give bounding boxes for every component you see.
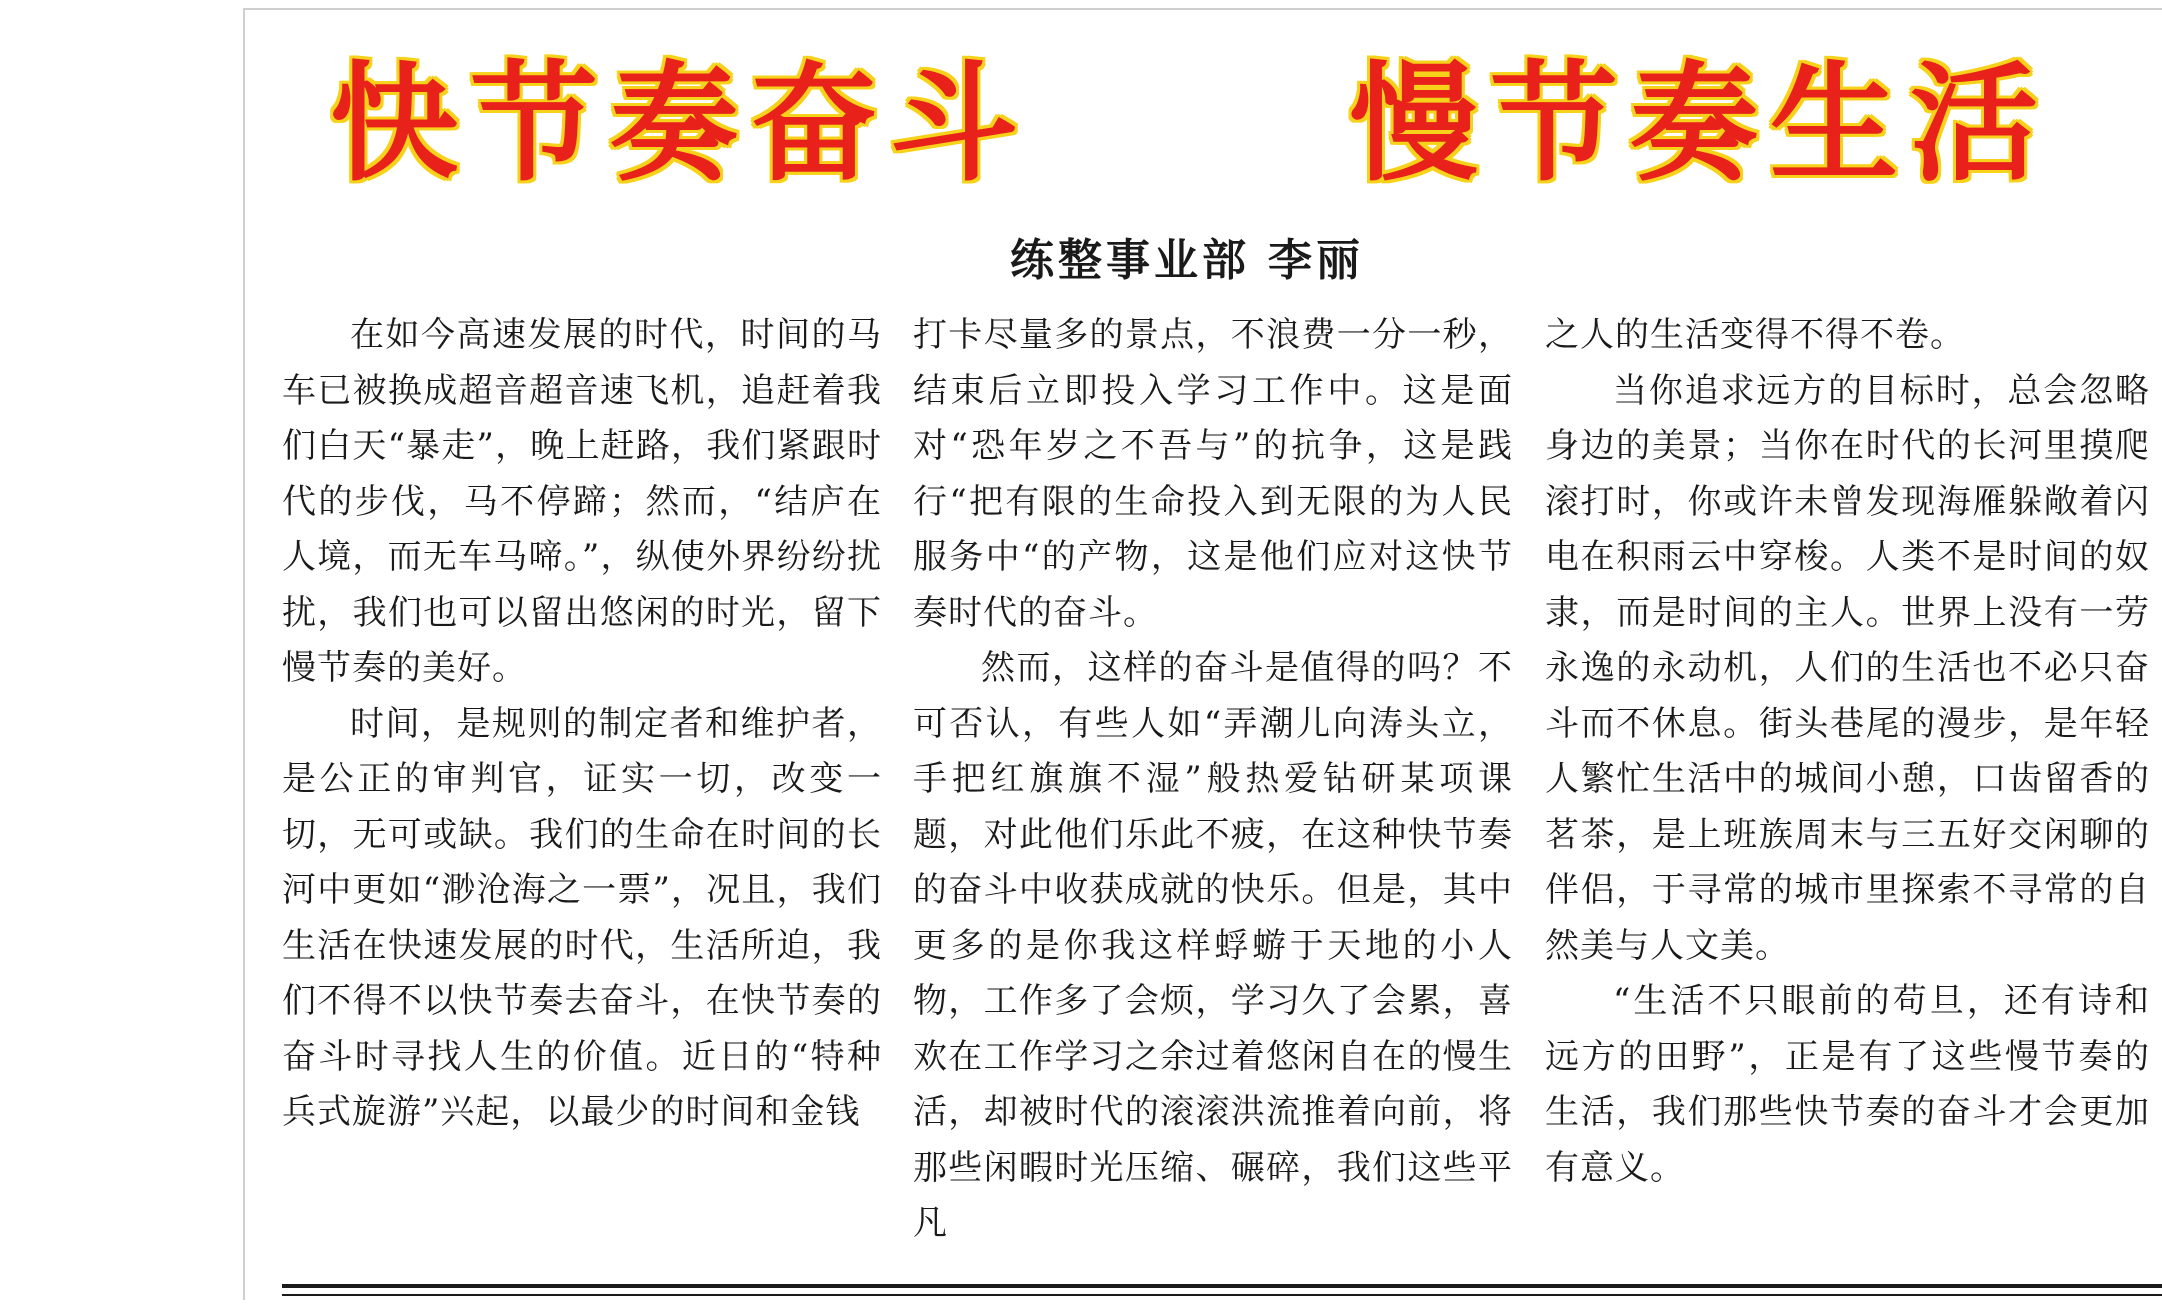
paragraph: 时间，是规则的制定者和维护者，是公正的审判官，证实一切，改变一切，无可或缺。我们的生命在时间的长河中更如“渺沧海之一票”，况且，我们生活在快速发展的时代，生活所迫，我们不得不以快节奏去奋斗，在快节奏的奋斗时寻找人生的价值。近日的“特种兵式旋游”兴起，以最少的时间和金钱	[282, 703, 882, 1132]
paragraph-continued: 打卡尽量多的景点，不浪费一分一秒，结束后立即投入学习工作中。这是面对“恐年岁之不吾与”的抗争，这是践行“把有限的生命投入到无限的为人民服务中“的产物，这是他们应对这快节奏时代的奋斗。	[913, 315, 1513, 633]
byline	[1010, 224, 1364, 288]
headline	[330, 50, 2050, 200]
paragraph: 然而，这样的奋斗是值得的吗？不可否认，有些人如“弄潮儿向涛头立，手把红旗旗不湿”般热爱钻研某项课题，对此他们乐此不疲，在这种快节奏的奋斗中收获成就的快乐。但是，其中更多的是你我这样蜉蝣于天地的小人物，工作多了会烦，学习久了会累，喜欢在工作学习之余过着悠闲自在的慢生活，却被时代的滚滚洪流推着向前，将那些闲暇时光压缩、碾碎，我们这些平凡	[913, 648, 1513, 1243]
bottom-rule-thin	[282, 1294, 2162, 1296]
headline-part-2: 慢节奏生活	[1349, 50, 2050, 199]
article-column-2	[913, 308, 1513, 1252]
byline-author: 李丽	[1268, 235, 1364, 286]
byline-department: 练整事业部	[1010, 235, 1250, 286]
article-column-1	[282, 308, 882, 1141]
paragraph: “生活不只眼前的苟旦，还有诗和远方的田野”，正是有了这些慢节奏的生活，我们那些快节奏的奋斗才会更加有意义。	[1545, 981, 2150, 1188]
paragraph: 在如今高速发展的时代，时间的马车已被换成超音超音速飞机，追赶着我们白天“暴走”，晚上赶路，我们紧跟时代的步伐，马不停蹄；然而，“结庐在人境，而无车马啼。”，纵使外界纷纷扰扰，我们也可以留出悠闲的时光，留下慢节奏的美好。	[282, 315, 882, 688]
paragraph: 当你追求远方的目标时，总会忽略身边的美景；当你在时代的长河里摸爬滚打时，你或许未曾发现海雁躲敞着闪电在积雨云中穿梭。人类不是时间的奴隶，而是时间的主人。世界上没有一劳永逸的永动机，人们的生活也不必只奋斗而不休息。街头巷尾的漫步，是年轻人繁忙生活中的城间小憩，口齿留香的茗茶，是上班族周末与三五好交闲聊的伴侣，于寻常的城市里探索不寻常的自然美与人文美。	[1545, 370, 2150, 966]
article-column-3	[1545, 308, 2150, 1196]
paragraph-continued: 之人的生活变得不得不卷。	[1545, 315, 1965, 355]
bottom-rule-thick	[282, 1284, 2162, 1288]
headline-part-1: 快节奏奋斗	[330, 50, 1031, 199]
